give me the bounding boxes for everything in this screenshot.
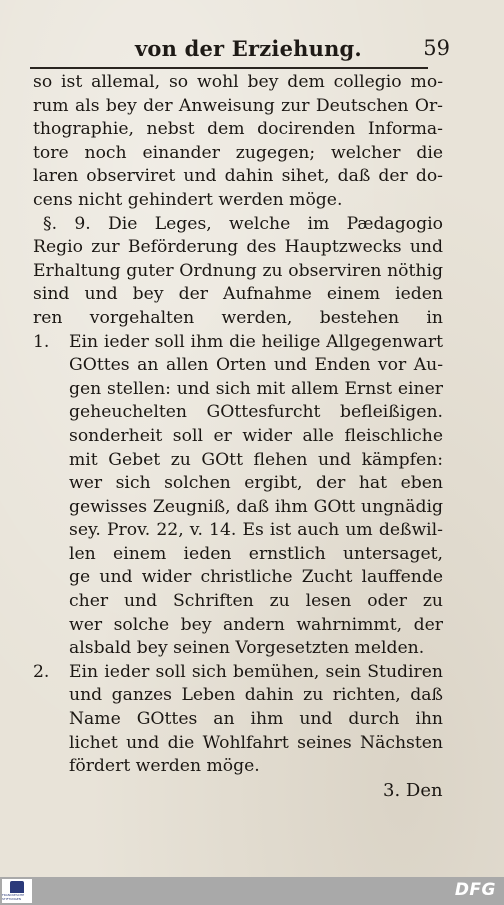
list-item [33, 661, 443, 779]
text-line: so ist allemal, so wohl bey dem collegio mo- [33, 72, 443, 92]
text-line: Ein ieder soll sich bemühen, sein Studiren [69, 661, 443, 682]
body-text [33, 71, 443, 779]
text-line: wer sich solchen ergibt, der hat eben [69, 473, 443, 494]
text-line: Ein ieder soll ihm die heilige Allgegenwart [69, 331, 443, 352]
text-line: geheuchelten GOttesfurcht befleißigen. [69, 402, 443, 423]
text-line: rum als bey der Anweisung zur Deutschen Or- [33, 95, 443, 116]
text-line: ren vorgehalten werden, bestehen in [33, 307, 443, 328]
list-marker: 2. [33, 661, 50, 682]
text-line: gen stellen: und sich mit allem Ernst einer [69, 378, 443, 399]
text-line: lichet und die Wohlfahrt seines Nächsten [69, 732, 443, 753]
dfg-logo: DFG [454, 880, 496, 900]
text-line: fördert werden möge. [69, 756, 260, 777]
page-header [30, 36, 450, 66]
text-line: Regio zur Beförderung des Hauptzwecks und [33, 237, 443, 258]
viewer-footer-bar [0, 877, 504, 905]
text-line: Erhaltung guter Ordnung zu observiren nöthig [33, 260, 443, 281]
text-line: mit Gebet zu GOtt flehen und kämpfen: [69, 449, 443, 470]
text-line: laren observiret und dahin sihet, daß der do- [33, 166, 443, 187]
text-line: sind und bey der Aufnahme einem ieden [33, 284, 443, 305]
running-title: von der Erziehung. [135, 36, 362, 61]
text-line: und ganzes Leben dahin zu richten, daß [69, 685, 443, 706]
section-heading-line: §. 9. Die Leges, welche im Pædagogio [43, 213, 443, 234]
text-line: sey. Prov. 22, v. 14. Es ist auch um deßwil- [69, 520, 443, 541]
text-line: len einem ieden ernstlich untersaget, [69, 543, 443, 564]
header-rule [30, 67, 428, 69]
text-line: wer solche bey andern wahrnimmt, der [69, 614, 443, 635]
catchword: 3. Den [383, 780, 443, 801]
building-icon [10, 881, 24, 893]
list-item [33, 331, 443, 661]
text-line: alsbald bey seinen Vorgesetzten melden. [69, 638, 425, 659]
text-line: tore noch einander zugegen; welcher die [33, 142, 443, 163]
list-marker: 1. [33, 331, 50, 352]
library-logo [2, 879, 32, 903]
text-line: Name GOttes an ihm und durch ihn [69, 709, 443, 730]
library-logo-caption: FRANCKESCHE STIFTUNGEN [2, 893, 25, 901]
text-line: cens nicht gehindert werden möge. [33, 189, 343, 210]
text-line: gewisses Zeugniß, daß ihm GOtt ungnädig [69, 496, 443, 517]
text-line: thographie, nebst dem docirenden Informa- [33, 119, 443, 140]
text-line: ge und wider christliche Zucht lauffende [69, 567, 443, 588]
text-line: GOttes an allen Orten und Enden vor Au- [69, 355, 443, 376]
text-line: cher und Schriften zu lesen oder zu [69, 591, 443, 612]
page-number: 59 [423, 36, 450, 60]
text-line: sonderheit soll er wider alle fleischliche [69, 425, 443, 446]
